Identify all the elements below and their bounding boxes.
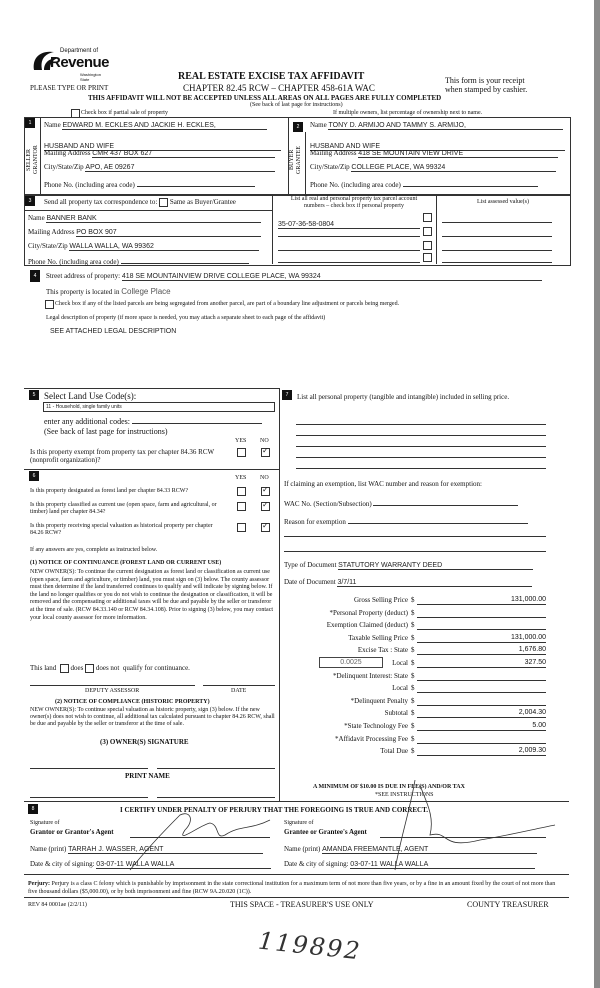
doc-date-row: Date of Document 3/7/11 xyxy=(284,578,532,587)
parcel-number-field[interactable]: 35-07-36-58-0804 xyxy=(278,221,420,229)
buyer-phone-field[interactable] xyxy=(403,178,538,187)
personal-property-deduct-field[interactable] xyxy=(417,609,546,618)
buyer-name-row: Name TONY D. ARMIJO AND TAMMY S. ARMIJO, xyxy=(310,121,563,130)
section-7-number: 7 xyxy=(282,390,292,400)
no-header: NO xyxy=(260,475,269,481)
gross-selling-price-field[interactable]: 131,000.00 xyxy=(417,596,546,605)
corr-mailing-field[interactable]: PO BOX 907 xyxy=(76,229,261,237)
parcel-number-field[interactable] xyxy=(278,236,420,237)
assessed-value-field[interactable] xyxy=(442,236,552,237)
grantee-date-row: Date & city of signing: 03-07-11 WALLA WALLA xyxy=(284,860,535,869)
reason-row: Reason for exemption xyxy=(284,515,528,526)
exemption-reason-field[interactable] xyxy=(348,515,528,524)
buyer-phone-row: Phone No. (including area code) xyxy=(310,178,538,189)
buyer-city-row: City/State/Zip COLLEGE PLACE, WA 99324 xyxy=(310,163,556,172)
land-use-title: Select Land Use Code(s): xyxy=(44,391,137,401)
money-row: Local $ xyxy=(284,682,546,695)
exemption-reason-line[interactable] xyxy=(284,551,546,552)
owner-signature-line[interactable] xyxy=(157,768,275,769)
buyer-name-field[interactable]: TONY D. ARMIJO AND TAMMY S. ARMIJO, xyxy=(328,122,563,130)
parcel-number-field[interactable] xyxy=(278,262,420,263)
additional-codes-row: enter any additional codes: xyxy=(44,415,262,426)
section-6-number: 6 xyxy=(29,471,39,481)
corr-name-field[interactable]: BANNER BANK xyxy=(46,215,261,223)
exempt-question: Is this property exempt from property tax per chapter 84.36 RCW (nonprofit organization)? xyxy=(30,448,214,464)
assessed-value-field[interactable] xyxy=(442,250,552,251)
divider xyxy=(24,874,569,875)
yes-header: YES xyxy=(235,475,247,481)
completion-warning: THIS AFFIDAVIT WILL NOT BE ACCEPTED UNLESS ALL AREAS ON ALL PAGES ARE FULLY COMPLETED xyxy=(88,94,442,102)
street-row: Street address of property: 418 SE MOUNTAINVIEW DRIVE COLLEGE PLACE, WA 99324 xyxy=(46,272,542,281)
notice-continuance-title: (1) NOTICE OF CONTINUANCE (FOREST LAND OR CURRENT USE) xyxy=(30,560,222,566)
continuance-row: This land does does not qualify for continuance. xyxy=(30,664,190,673)
deputy-assessor-signature-line[interactable] xyxy=(30,685,195,686)
grantor-name-field[interactable]: TARRAH J. WASSER, AGENT xyxy=(68,846,263,854)
minimum-due-note: A MINIMUM OF $10.00 IS DUE IN FEE(S) AND/OR TAX xyxy=(313,784,465,790)
section-1-number: 1 xyxy=(25,118,35,128)
current-use-yes-checkbox[interactable] xyxy=(237,502,246,511)
divider xyxy=(24,897,569,898)
tax-calculation-table xyxy=(284,594,546,758)
exempt-yes-checkbox[interactable] xyxy=(237,448,246,457)
forest-yes-checkbox[interactable] xyxy=(237,487,246,496)
grantor-date-row: Date & city of signing: 03-07-11 WALLA WALLA xyxy=(30,860,271,869)
buyer-name2-field[interactable]: HUSBAND AND WIFE xyxy=(310,143,565,151)
parcel-number-field[interactable] xyxy=(278,250,420,251)
delinquent-interest-state-field[interactable] xyxy=(417,672,546,681)
seller-city-row: City/State/Zip APO, AE 09267 xyxy=(44,163,275,172)
technology-fee-field[interactable]: 5.00 xyxy=(417,722,546,731)
money-row: *Affidavit Processing Fee $ xyxy=(284,733,546,746)
corr-mailing-row: Mailing Address PO BOX 907 xyxy=(28,228,261,237)
money-row: *State Technology Fee $ 5.00 xyxy=(344,721,546,730)
segregated-label: Check box if any of the listed parcels are being segregated from another parcel, are part of a boundary line adjustment or parcels being merged. xyxy=(55,301,400,307)
money-row: *Delinquent Penalty $ xyxy=(284,695,546,708)
seller-city-field[interactable]: APO, AE 09267 xyxy=(85,164,275,172)
land-use-code-select[interactable]: 11 - Household, single family units xyxy=(43,402,275,412)
corr-name-row: Name BANNER BANK xyxy=(28,214,261,223)
parcel-header: List all real and personal property tax parcel account numbers – check box if personal property xyxy=(290,196,418,209)
logo-top: Department of xyxy=(60,48,99,54)
exemption-reason-line[interactable] xyxy=(284,536,546,537)
divider xyxy=(305,132,306,194)
section-3-number: 3 xyxy=(25,196,35,206)
receipt-note-2: when stamped by cashier. xyxy=(445,85,528,94)
perjury-notice: Perjury: Perjury is a class C felony which is punishable by imprisonment in the state correctional institution for a maximum term of not more than five years, or by a fine in an amount fixed by the court of not more than five thousand dollars ($5,000.00), or by both imprisonment and fine (RCW 9A.20.020 (1C)). xyxy=(28,881,556,895)
grantor-date-field[interactable]: 03-07-11 WALLA WALLA xyxy=(96,861,271,869)
receipt-note-1: This form is your receipt xyxy=(445,76,525,85)
seller-name-field[interactable]: EDWARD M. ECKLES AND JACKIE H. ECKLES, xyxy=(62,122,267,130)
document-date-field[interactable]: 3/7/11 xyxy=(337,579,532,587)
section-4-number: 4 xyxy=(30,270,40,282)
land-use-see-back: (See back of last page for instructions) xyxy=(44,427,168,436)
money-row: *Delinquent Interest: State $ xyxy=(284,670,546,683)
form-subtitle: CHAPTER 82.45 RCW – CHAPTER 458-61A WAC xyxy=(183,83,375,93)
located-in-value[interactable]: College Place xyxy=(121,287,171,296)
divider xyxy=(436,194,437,264)
treasurer-use-label: THIS SPACE - TREASURER'S USE ONLY xyxy=(230,900,374,909)
taxable-selling-price-field[interactable]: 131,000.00 xyxy=(417,634,546,643)
print-name-line[interactable] xyxy=(30,797,148,798)
assessor-date-line[interactable] xyxy=(203,685,275,686)
personal-property-line[interactable] xyxy=(296,424,546,425)
notice-continuance-body: NEW OWNER(S): To continue the current designation as forest land or classification as current use (open space, farm and agriculture, or timber) land, you must sign on (3) below. The county assessor must then determine if the land transferred continues to qualify and will indicate by signing below. If the land no longer qualifies or you do not wish to continue the designation or classification, it will be removed and the compensating or additional taxes will be due and payable by the seller or transferor at the time of sale. (RCW 84.33.140 or RCW 84.34.108). Prior to signing (3) below, you may contact your local county assessor for more information. xyxy=(30,569,274,621)
seller-side-label: SELLER GRANTOR xyxy=(26,145,39,175)
excise-tax-local-field[interactable]: 327.50 xyxy=(417,659,546,668)
total-due-field[interactable]: 2,009.30 xyxy=(417,747,546,756)
buyer-mailing-field[interactable]: 418 SE MOUNTAIN VIEW DRIVE xyxy=(358,150,558,158)
wac-number-field[interactable] xyxy=(373,497,518,506)
additional-codes-field[interactable] xyxy=(132,415,262,424)
historic-yes-checkbox[interactable] xyxy=(237,523,246,532)
delinquent-interest-local-field[interactable] xyxy=(417,684,546,693)
historic-question: Is this property receiving special valuation as historical property per chapter 84.26 RCW? xyxy=(30,523,213,536)
buyer-city-field[interactable]: COLLEGE PLACE, WA 99324 xyxy=(351,164,556,172)
doc-type-row: Type of Document STATUTORY WARRANTY DEED xyxy=(284,561,533,570)
multiple-owners-note: If multiple owners, list percentage of ownership next to name. xyxy=(333,110,483,116)
seller-mailing-row: Mailing Address CMR 437 BOX 627 xyxy=(44,149,275,158)
historic-no-checkbox[interactable] xyxy=(261,523,270,532)
personal-property-checkbox[interactable] xyxy=(423,213,432,222)
divider xyxy=(24,469,279,470)
local-rate-field[interactable]: 0.0025 xyxy=(319,657,383,668)
section-8-number: 8 xyxy=(28,804,38,814)
seller-phone-row: Phone No. (including area code) xyxy=(44,178,255,189)
section-5-number: 5 xyxy=(29,390,39,400)
affidavit-fee-field[interactable] xyxy=(417,735,546,744)
please-type-note: PLEASE TYPE OR PRINT xyxy=(30,84,109,92)
owner-signature-label: (3) OWNER(S) SIGNATURE xyxy=(100,738,189,746)
logo-sub: Washington State xyxy=(80,72,101,82)
excise-tax-state-field[interactable]: 1,676.80 xyxy=(417,646,546,655)
form-title: REAL ESTATE EXCISE TAX AFFIDAVIT xyxy=(178,71,365,82)
notice-compliance-title: (2) NOTICE OF COMPLIANCE (HISTORIC PROPERTY) xyxy=(55,699,210,705)
segregated-checkbox[interactable] xyxy=(45,300,54,309)
handwritten-number: 119892 xyxy=(256,926,363,966)
section-2-number: 2 xyxy=(293,122,303,132)
subtotal-field[interactable]: 2,004.30 xyxy=(417,709,546,718)
buyer-mailing-row: Mailing Address 418 SE MOUNTAIN VIEW DRIVE xyxy=(310,149,558,158)
personal-property-line[interactable] xyxy=(296,468,546,469)
personal-property-line[interactable] xyxy=(296,435,546,436)
owner-signature-line[interactable] xyxy=(30,768,148,769)
grantor-name-row: Name (print) TARRAH J. WASSER, AGENT xyxy=(30,845,263,854)
personal-property-checkbox[interactable] xyxy=(423,227,432,236)
money-row: Total Due $ 2,009.30 xyxy=(380,747,546,756)
personal-property-checkbox[interactable] xyxy=(423,241,432,250)
money-row: Gross Selling Price $ 131,000.00 xyxy=(353,596,546,604)
print-name-line[interactable] xyxy=(157,797,275,798)
legal-description-label: Legal description of property (if more space is needed, you may attach a separate sheet to each page of the affidavit) xyxy=(46,315,326,321)
corr-city-field[interactable]: WALLA WALLA, WA 99362 xyxy=(69,243,259,251)
corr-phone-field[interactable] xyxy=(121,255,249,264)
buyer-side-label: BUYER GRANTEE xyxy=(289,146,302,174)
current-use-no-checkbox[interactable] xyxy=(261,502,270,511)
grantor-signature-label: Signature of xyxy=(30,820,60,826)
grantee-name-row: Name (print) AMANDA FREEMANTLE, AGENT xyxy=(284,845,537,854)
forest-no-checkbox[interactable] xyxy=(261,487,270,496)
if-yes-note: If any answers are yes, complete as instructed below. xyxy=(30,547,158,553)
personal-property-line[interactable] xyxy=(296,457,546,458)
see-instructions-note: *SEE INSTRUCTIONS xyxy=(375,792,434,798)
certification-statement: I CERTIFY UNDER PENALTY OF PERJURY THAT THE FOREGOING IS TRUE AND CORRECT. xyxy=(120,806,429,814)
grantee-signature-label: Signature of xyxy=(284,820,314,826)
seller-mailing-field[interactable]: CMR 437 BOX 627 xyxy=(92,150,275,158)
grantor-agent-label: Grantor or Grantor's Agent xyxy=(30,828,114,836)
grantee-agent-label: Grantee or Grantee's Agent xyxy=(284,828,367,836)
no-header: NO xyxy=(260,438,269,444)
corr-city-row: City/State/Zip WALLA WALLA, WA 99362 xyxy=(28,242,259,251)
print-name-label: PRINT NAME xyxy=(125,772,170,780)
seller-name-row: Name EDWARD M. ECKLES AND JACKIE H. ECKLES, xyxy=(44,121,284,130)
delinquent-penalty-field[interactable] xyxy=(417,697,546,706)
current-use-question: Is this property classified as current use (open space, farm and agricultural, or timber) land per chapter 84.34? xyxy=(30,502,217,515)
seller-phone-field[interactable] xyxy=(137,178,255,187)
deputy-assessor-label: DEPUTY ASSESSOR xyxy=(85,688,140,694)
assessed-value-field[interactable] xyxy=(442,262,552,263)
logo-main: Revenue xyxy=(50,54,110,71)
personal-property-checkbox[interactable] xyxy=(423,253,432,262)
personal-property-line[interactable] xyxy=(296,446,546,447)
does-not-qualify-checkbox[interactable] xyxy=(85,664,94,673)
assessed-header: List assessed value(s) xyxy=(477,199,529,205)
same-as-buyer-checkbox[interactable] xyxy=(159,198,168,207)
located-row: This property is located in College Place xyxy=(46,287,171,296)
grantee-name-field[interactable]: AMANDA FREEMANTLE, AGENT xyxy=(322,846,537,854)
does-qualify-checkbox[interactable] xyxy=(60,664,69,673)
exemption-claimed-field[interactable] xyxy=(417,621,546,630)
document-type-field[interactable]: STATUTORY WARRANTY DEED xyxy=(338,562,533,570)
see-back-note: (See back of last page for instructions) xyxy=(250,102,343,108)
forest-land-question: Is this property designated as forest land per chapter 84.33 RCW? xyxy=(30,488,189,494)
yes-header: YES xyxy=(235,438,247,444)
assessed-value-field[interactable] xyxy=(442,222,552,223)
corr-phone-row: Phone No. (including area code) xyxy=(28,255,249,266)
correspondence-label-row: Send all property tax correspondence to: Same as Buyer/Grantee xyxy=(44,198,236,207)
partial-sale-label: Check box if partial sale of property xyxy=(81,110,168,116)
legal-description-value[interactable]: SEE ATTACHED LEGAL DESCRIPTION xyxy=(50,328,177,335)
money-row: 0.0025 Local $ 327.50 xyxy=(284,657,546,670)
county-treasurer-label: COUNTY TREASURER xyxy=(467,900,549,909)
scan-edge xyxy=(594,0,600,988)
wac-row: WAC No. (Section/Subsection) xyxy=(284,497,518,508)
street-address-field[interactable]: 418 SE MOUNTAINVIEW DRIVE COLLEGE PLACE, WA 99324 xyxy=(122,273,542,281)
divider xyxy=(24,210,272,211)
money-row: *Personal Property (deduct) $ xyxy=(284,607,546,620)
revision-label: REV 84 0001ae (2/2/11) xyxy=(28,902,87,908)
assessor-date-label: DATE xyxy=(231,688,247,694)
grantee-date-field[interactable]: 03-07-11 WALLA WALLA xyxy=(350,861,535,869)
dor-logo xyxy=(30,44,110,82)
money-row: Taxable Selling Price $ 131,000.00 xyxy=(348,633,546,642)
divider xyxy=(272,194,273,264)
money-row: Excise Tax : State $ 1,676.80 xyxy=(357,646,546,655)
notice-compliance-body: NEW OWNER(S): To continue special valuation as historic property, sign (3) below. If the new owner(s) does not wish to continue, all additional tax calculated pursuant to chapter 84.26 RCW, shall be due and payable by the seller or transferor at the time of sale. xyxy=(30,707,275,727)
exempt-no-checkbox[interactable] xyxy=(261,448,270,457)
divider xyxy=(40,117,41,194)
exemption-note: If claiming an exemption, list WAC number and reason for exemption: xyxy=(284,480,482,488)
money-row: Exemption Claimed (deduct) $ xyxy=(284,619,546,632)
parcel-row xyxy=(278,213,420,231)
seller-name2-field[interactable]: HUSBAND AND WIFE xyxy=(44,143,281,151)
personal-property-title: List all personal property (tangible and intangible) included in selling price. xyxy=(297,393,510,401)
money-row: Subtotal $ 2,004.30 xyxy=(384,709,546,718)
